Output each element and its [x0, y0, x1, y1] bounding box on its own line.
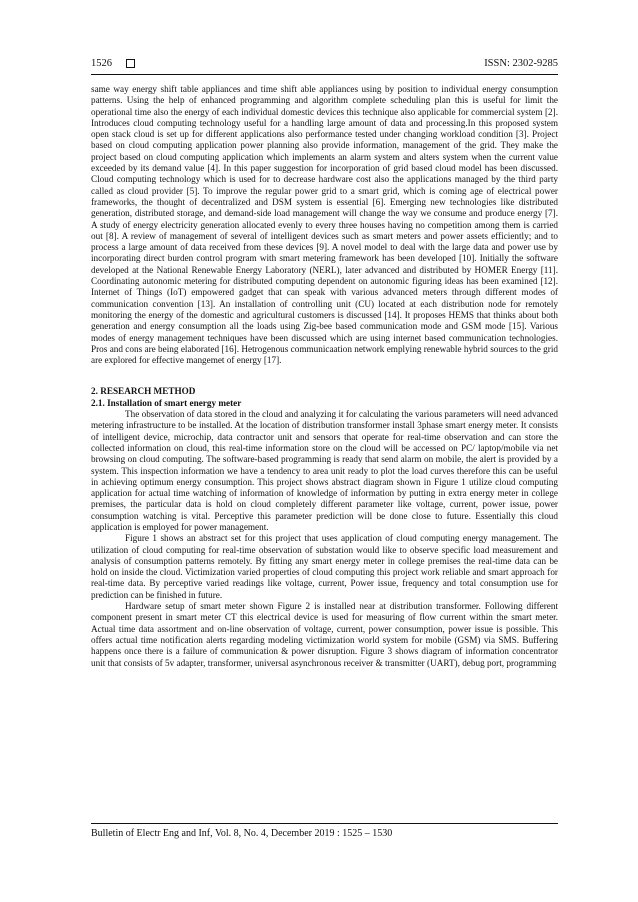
page-number: 1526 [91, 58, 112, 69]
header-rule [91, 74, 558, 75]
issn: ISSN: 2302-9285 [484, 58, 558, 69]
paragraph-intro: same way energy shift table appliances and time shift able appliances using by position to individual energy consumption patterns. Using the help of enhanced programming and algorithm complete scheduling plan this is useful for limit the operational time also the energy of each individual domestic devices this technique also applicable for commercial system [2]. Introduces cloud computing technology useful for a handling large amount of data and processing.In this proposed system open stack cloud is set up for different applications also performance tested under changing workload condition [3]. Project based on cloud computing application power planning also provide information, management of the grid. They make the project based on cloud computing application which implements an alarm system and alters system when the current value exceeded by its demand value [4]. In this paper suggestion for incorporation of grid based cloud model has been discussed. Cloud computing technology which is used for to decrease hardware cost also the applications managed by the third party called as cloud provider [5]. To improve the regular power grid to a smart grid, which is coming age of electrical power frameworks, the thought of decentralized and DSM system is essential [6]. Emerging new technologies like distributed generation, distributed storage, and demand-side load management will change the way we consume and produce energy [7]. A study of energy electricity generation allocated evenly to every three houses having no competition among them is carried out [8]. A review of management of several of intelligent devices such as smart meters and power assets efficiently; and to process a large amount of data received from these devices [9]. A novel model to deal with the large data and power use by incorporating direct burden control program with smart metering framework has been developed [10]. Initially the software developed at the National Renewable Energy Laboratory (NERL), later advanced and distributed by HOMER Energy [11]. Coordinating autonomic metering for distributed computing dependent on autonomic figuring ideas has been examined [12]. Internet of Things (IoT) empowered gadget that can speak with various advanced meters through different modes of communication convention [13]. An installation of controlling unit (CU) located at each distribution node for remotely monitoring the energy of the domestic and agricultural customers is discussed [14]. It proposes HEMS that thinks about both generation and energy consumption all the loads using Zig-bee based communication mode and GSM mode [15]. Various modes of energy management techniques have been discussed which are using internet based communication technologies. Pros and cons are being elaborated [16]. Hetrogenous communicaation network emplying renewable hybrid sources to the grid are explored for effective mangemet of energy [17]. [91, 84, 558, 366]
running-header [91, 58, 558, 69]
square-icon [126, 59, 135, 68]
section-heading: 2. RESEARCH METHOD [91, 386, 196, 397]
header-left [91, 58, 135, 69]
body-text [91, 84, 558, 669]
subsection-heading: 2.1. Installation of smart energy meter [91, 397, 242, 408]
journal-citation: Bulletin of Electr Eng and Inf, Vol. 8, No. 4, December 2019 : 1525 – 1530 [91, 828, 393, 839]
footer-rule [91, 823, 558, 824]
paragraph-installation: The observation of data stored in the cloud and analyzing it for calculating the various parameters will need advanced metering infrastructure to be installed. At the location of distribution transformer install 3phase smart energy meter. It consists of intelligent device, microchip, data contractor unit and sensors that operate for real-time observation and can store the collected information on cloud, this real-time information store on the cloud will be accessed on PC/ laptop/mobile via net browsing on cloud computing. The software-based programming is ready that send alarm on mobile, the alert is provided by a system. This inspection information we have a tendency to area unit ready to plot the load curves therefore this can be useful in achieving optimum energy consumption. This project shows abstract diagram shown in Figure 1 utilize cloud computing application for actual time watching of information of knowledge of information by putting in extra energy meter in college premises, the particular data is hold on cloud completely different parameter like voltage, current, power issue, power consumption watching is vital. Perceptive this parameter prediction will be done close to future. Essentially this cloud application is employed for power management. [91, 409, 558, 532]
paragraph-figure1: Figure 1 shows an abstract set for this project that uses application of cloud computing energy management. The utilization of cloud computing for real-time observation of substation would like to observe specific load measurement and analysis of consumption patterns remotely. By fitting any smart energy meter in college premises the real-time data can be hold on inside the cloud. Victimization varied properties of cloud computing this project work reliable and smart approach for real-time data. By perceptive varied readings like voltage, current, Power issue, frequency and total consumption use for prediction can be finished in future. [91, 533, 558, 600]
paragraph-hardware: Hardware setup of smart meter shown Figure 2 is installed near at distribution transformer. Following different component present in smart meter CT this electrical device is used for measuring of flow current within the smart meter. Actual time data assortment and on-line observation of voltage, current, power consumption, power issue is possible. This offers actual time notification alerts regarding modeling victimization world system for mobile (GSM) via SMS. Buffering happens once there is a failure of communication & power disruption. Figure 3 shows diagram of information concentrator unit that consists of 5v adapter, transformer, universal asynchronous receiver & transmitter (UART), debug port, programming [91, 601, 558, 668]
